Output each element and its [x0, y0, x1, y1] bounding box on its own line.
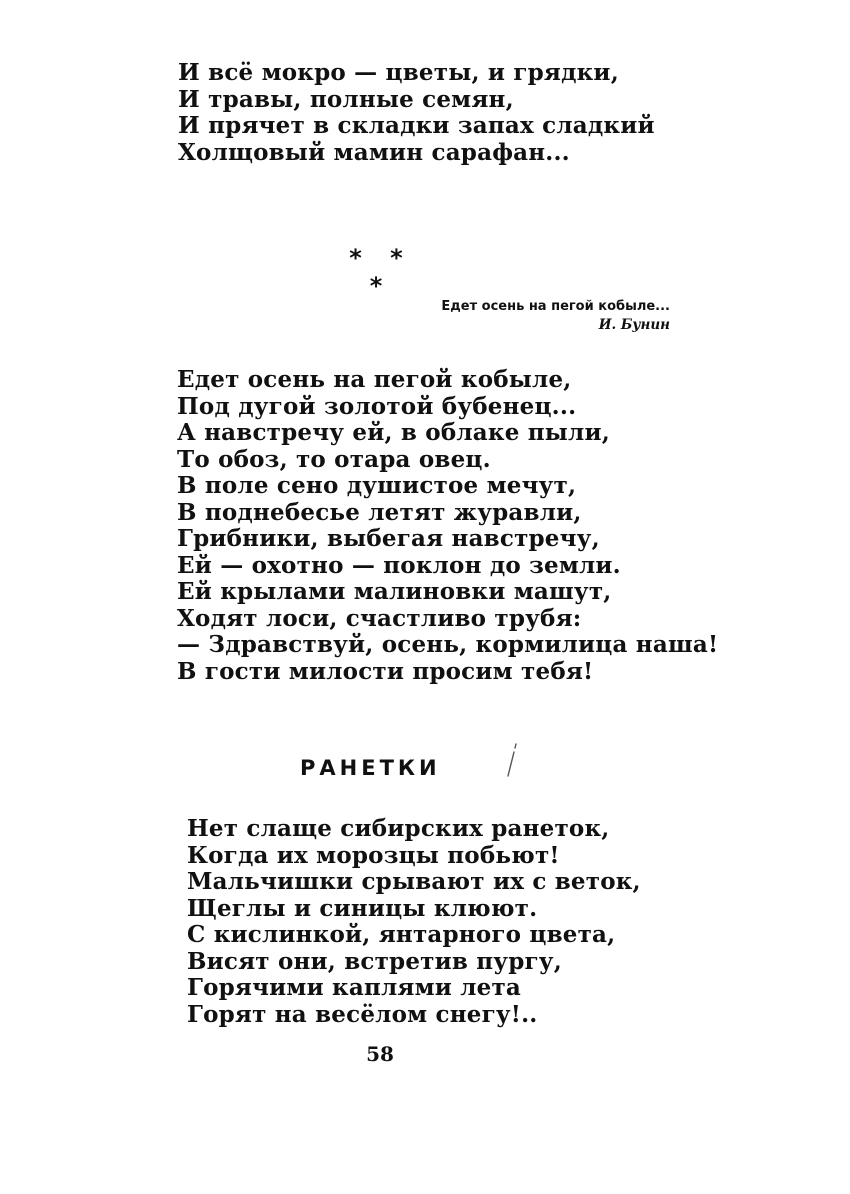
verse-line: И всё мокро — цветы, и грядки,: [178, 59, 619, 86]
pencil-mark-icon: [502, 742, 522, 778]
poem-title: РАНЕТКИ: [300, 756, 441, 780]
verse-line: То обоз, то отара овец.: [177, 445, 491, 473]
verse-line: В гости милости просим тебя!: [177, 657, 594, 685]
epigraph-text: Едет осень на пегой кобыле...: [441, 299, 670, 314]
verse-line: Горячими каплями лета: [187, 974, 522, 1001]
verse-line: Ходят лоси, счастливо трубя:: [177, 604, 582, 632]
verse-line: Ей — охотно — поклон до земли.: [177, 551, 621, 579]
section-separator: * * *: [349, 244, 413, 300]
stanza-continued: [178, 60, 655, 166]
verse-line: В поле сено душистое мечут,: [177, 472, 577, 499]
epigraph-author: И. Бунин: [598, 317, 670, 333]
verse-line: Висят они, встретив пургу,: [187, 947, 562, 975]
verse-line: Нет слаще сибирских ранеток,: [187, 815, 610, 842]
verse-line: А навстречу ей, в облаке пыли,: [177, 419, 610, 446]
epigraph: [441, 298, 670, 334]
verse-line: Когда их морозцы побьют!: [187, 841, 560, 869]
verse-line: С кислинкой, янтарного цвета,: [187, 921, 616, 948]
verse-line: Горят на весёлом снегу!..: [187, 1000, 538, 1028]
verse-line: В поднебесье летят журавли,: [177, 498, 582, 526]
page-number: 58: [366, 1042, 394, 1066]
verse-line: И прячет в складки запах сладкий: [178, 112, 655, 139]
verse-line: Холщовый мамин сарафан...: [178, 138, 570, 166]
verse-line: Под дугой золотой бубенец...: [177, 392, 577, 420]
verse-line: — Здравствуй, осень, кормилица наша!: [177, 631, 719, 658]
verse-line: Едет осень на пегой кобыле,: [177, 366, 572, 393]
verse-line: Щеглы и синицы клюют.: [187, 894, 538, 922]
verse-line: И травы, полные семян,: [178, 85, 514, 113]
verse-line: Грибники, выбегая навстречу,: [177, 525, 600, 552]
poem-ranetki: [187, 816, 641, 1028]
poem-autumn: [177, 367, 718, 685]
verse-line: Ей крылами малиновки машут,: [177, 578, 612, 605]
verse-line: Мальчишки срывают их с веток,: [187, 868, 641, 895]
